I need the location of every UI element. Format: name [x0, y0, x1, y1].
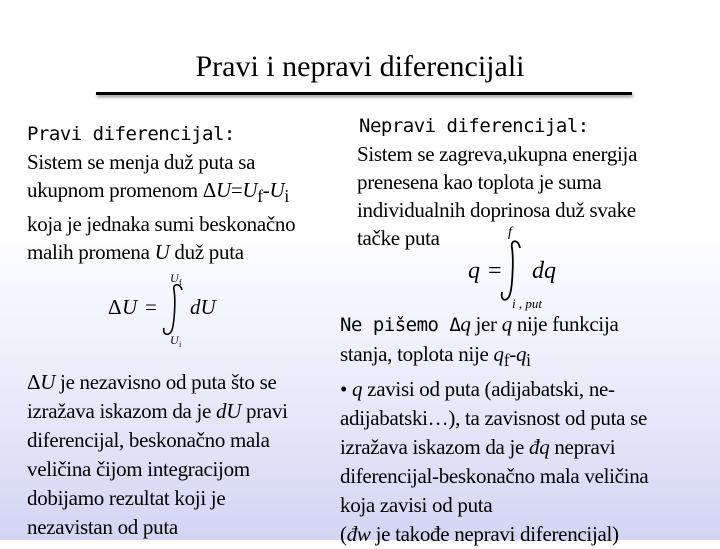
equation-integrand: dq — [532, 258, 556, 284]
exact-differential-equation — [100, 268, 240, 348]
exact-def-line-1: Sistem se menja duž puta sa — [27, 150, 256, 174]
note-line-8: (đw je takođe nepravi diferencijal) — [340, 522, 619, 547]
exact-expl-line-2: izražava iskazom da je dU pravi — [27, 399, 288, 423]
equation-equals: = — [488, 258, 502, 284]
inexact-def-line-2: prenesena kao toplota je suma — [357, 170, 602, 194]
exact-expl-line-4: veličina čijom integracijom — [27, 457, 250, 481]
exact-expl-line-6: nezavistan od puta — [27, 515, 178, 539]
lower-limit-var: U — [170, 333, 179, 347]
inexact-def-line-4: tačke puta — [357, 226, 440, 250]
exact-differential-definition — [27, 120, 295, 266]
integral-sign — [502, 241, 520, 300]
integral-sign — [164, 285, 182, 335]
slide-title: Pravi i nepravi diferencijali — [195, 50, 525, 83]
upper-limit-sub: f — [179, 278, 182, 287]
inexact-differential-equation — [460, 222, 600, 312]
note-line-5: izražava iskazom da je đq nepravi — [340, 435, 616, 460]
note-line-7: koja zavisi od puta — [340, 493, 493, 518]
upper-limit-var: f — [508, 225, 512, 240]
note-line-4: adijabatski…), ta zavisnost od puta se — [340, 406, 648, 431]
equation-lhs-var: q — [468, 258, 480, 284]
exact-expl-line-1: ΔU je nezavisno od puta što se — [27, 370, 277, 394]
note-line-3: • q zavisi od puta (adijabatski, ne- — [340, 377, 615, 402]
lower-limit-sub: i — [179, 340, 182, 348]
note-line-2: stanja, toplota nije $q_f-q_i$ — [340, 342, 531, 371]
exact-def-line-3: koja je jednaka sumi beskonačno — [27, 212, 296, 237]
note-line-6: diferencijal-beskonačno mala veličina — [340, 464, 649, 489]
note-line-1: Ne pišemo Δq jer q nije funkcija — [340, 312, 619, 336]
exact-differential-heading: Pravi diferencijal: — [27, 123, 235, 145]
inexact-differential-note — [340, 310, 648, 549]
exact-def-line-2: ukupnom promenom $\Delta U=U_f-U_i$ — [27, 178, 289, 207]
equation-equals: = — [145, 295, 157, 319]
upper-limit-var: U — [170, 271, 179, 285]
inexact-def-line-1: Sistem se zagreva,ukupna energija — [357, 142, 638, 166]
equation-integrand: dU — [190, 295, 216, 319]
equation-delta: Δ — [108, 295, 122, 319]
lower-limit-var: i , put — [512, 296, 542, 311]
exact-def-line-4: malih promena U duž puta — [27, 240, 244, 265]
exact-expl-line-3: diferencijal, beskonačno mala — [27, 428, 270, 452]
title-underline — [96, 92, 632, 95]
exact-differential-explanation — [27, 368, 288, 542]
equation-lhs-var: U — [122, 295, 138, 319]
inexact-differential-heading: Nepravi diferencijal: — [359, 115, 589, 137]
exact-expl-line-5: dobijamo rezultat koji je — [27, 486, 226, 510]
inexact-def-line-3: individualnih doprinosa duž svake — [357, 198, 636, 222]
